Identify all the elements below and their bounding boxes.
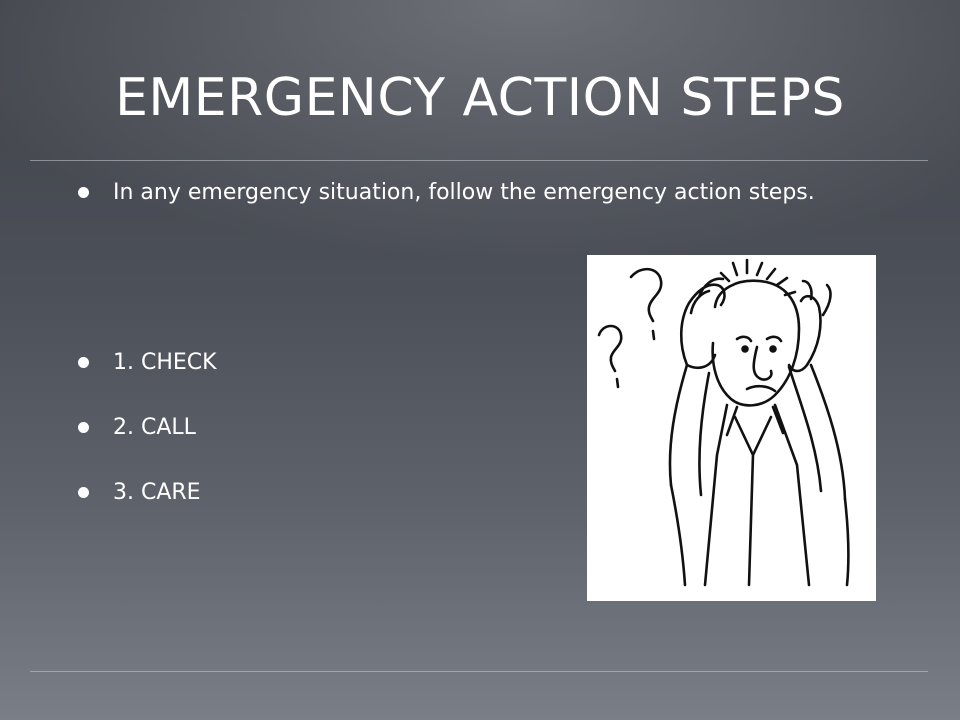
slide-title: EMERGENCY ACTION STEPS	[115, 68, 845, 128]
bullet-text: 1. CHECK	[113, 350, 217, 375]
bullet-step-care	[78, 476, 201, 510]
footer-divider	[30, 671, 928, 672]
bullet-intro	[78, 176, 898, 210]
bullet-text: 2. CALL	[113, 415, 196, 440]
bullet-text: In any emergency situation, follow the emergency action steps.	[113, 180, 815, 205]
bullet-dot-icon	[78, 187, 89, 198]
bullet-dot-icon	[78, 357, 89, 368]
bullet-dot-icon	[78, 487, 89, 498]
title-divider	[30, 160, 928, 161]
confused-person-icon	[587, 255, 876, 601]
confused-person-illustration	[587, 255, 876, 601]
bullet-step-call	[78, 411, 196, 445]
bullet-dot-icon	[78, 422, 89, 433]
bullet-text: 3. CARE	[113, 480, 201, 505]
bullet-step-check	[78, 346, 217, 380]
